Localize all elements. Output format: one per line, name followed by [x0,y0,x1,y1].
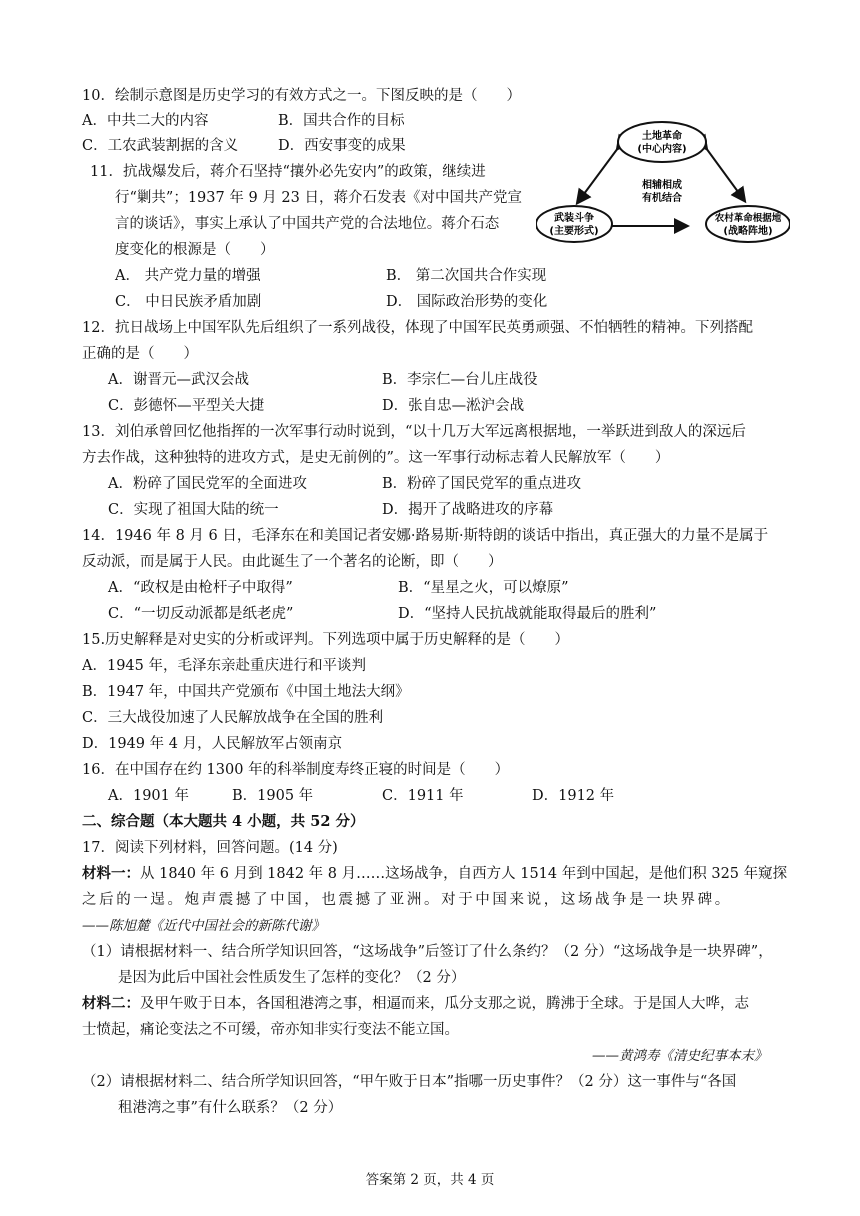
q17-subquestion-1-line-1: （1）请根据材料一、结合所学知识回答，“这场战争”后签订了什么条约？（2 分）“这场战争是一块界碑”， [82,944,773,960]
q13-option-d: D．揭开了战略进攻的序幕 [382,502,554,518]
q15-option-b: B．1947 年，中国共产党颁布《中国土地法大纲》 [82,684,410,700]
q15-option-c: C．三大战役加速了人民解放战争在全国的胜利 [82,710,384,726]
q16-option-c: C．1911 年 [382,788,464,804]
q13-line-2: 方去作战，这种独特的进攻方式，是史无前例的”。这一军事行动标志着人民解放军（ ） [82,450,670,466]
q14-option-a: A．“政权是由枪杆子中取得” [108,580,293,596]
q10-option-b: B．国共合作的目标 [278,113,405,129]
q15-line-1: 15.历史解释是对史实的分析或评判。下列选项中属于历史解释的是（ ） [82,632,570,648]
q10-stem: 10．绘制示意图是历史学习的有效方式之一。下图反映的是（ ） [82,88,521,104]
q16-option-a: A．1901 年 [108,788,189,804]
material-1-text-1: 从 1840 年 6 月到 1842 年 8 月……这场战争，自西方人 1514 年到中国起，是他们积 325 年窥探 [140,866,788,882]
q16-option-b: B．1905 年 [232,788,314,804]
arrow-top-left [578,148,618,202]
node-right-sublabel: (战略阵地) [723,226,773,237]
q17-material-1-line-1 [82,864,787,884]
q11-option-b: B． 第二次国共合作实现 [386,268,547,284]
q17-material-2-citation: ——黄鸿寿《清史纪事本末》 [592,1048,768,1064]
node-top-label: 土地革命 [642,131,682,142]
q11-line-4: 度变化的根源是（ ） [115,242,275,258]
center-sublabel: 有机结合 [642,193,682,204]
q14-option-d: D．“坚持人民抗战就能取得最后的胜利” [398,606,657,622]
q15-option-a: A．1945 年，毛泽东亲赴重庆进行和平谈判 [82,658,366,674]
q12-line-1: 12．抗日战场上中国军队先后组织了一系列战役，体现了中国军民英勇顽强、不怕牺牲的精神。下列搭配 [82,320,753,336]
node-left-label: 武装斗争 [554,213,594,224]
q17-material-1-line-2: 之后的一逞。炮声震撼了中国，也震撼了亚洲。对于中国来说，这场战争是一块界碑。 [82,892,732,908]
q17-subquestion-2-line-2: 租港湾之事”有什么联系？（2 分） [118,1100,343,1116]
q17-line-1: 17．阅读下列材料，回答问题。(14 分) [82,840,338,856]
q14-line-2: 反动派，而是属于人民。由此诞生了一个著名的论断，即（ ） [82,554,503,570]
material-2-label: 材料二： [82,995,140,1012]
q11-line-2: 行“剿共”；1937 年 9 月 23 日，蒋介石发表《对中国共产党宣 [115,190,522,206]
q11-line-1: 11．抗战爆发后，蒋介石坚持“攘外必先安内”的政策，继续进 [90,164,486,180]
q14-line-1: 14．1946 年 8 月 6 日，毛泽东在和美国记者安娜·路易斯·斯特朗的谈话中指出，真正强大的力量不是属于 [82,528,769,544]
q12-option-a: A．谢晋元—武汉会战 [108,372,249,388]
q11-line-3: 言的谈话》，事实上承认了中国共产党的合法地位。蒋介石态 [115,216,500,232]
q17-material-2-line-2: 士愤起，痛论变法之不可缓，帝亦知非实行变法不能立国。 [82,1022,459,1038]
q14-option-b: B．“星星之火，可以燎原” [398,580,569,596]
q10-option-d: D．西安事变的成果 [278,138,406,154]
q11-option-d: D． 国际政治形势的变化 [386,294,548,310]
q12-option-c: C．彭德怀—平型关大捷 [108,398,265,414]
q12-option-d: D．张自忠—淞沪会战 [382,398,525,414]
q14-option-c: C．“一切反动派都是纸老虎” [108,606,294,622]
q11-option-c: C． 中日民族矛盾加剧 [115,294,262,310]
q10-option-c: C．工农武装割据的含义 [82,138,239,154]
q17-material-1-citation: ——陈旭麓《近代中国社会的新陈代谢》 [82,918,325,934]
q16-line-1: 16．在中国存在约 1300 年的科举制度寿终正寝的时间是（ ） [82,762,510,778]
q13-line-1: 13．刘伯承曾回忆他指挥的一次军事行动时说到，“以十几万大军远离根据地，一举跃进到敌人的深远后 [82,424,746,440]
q17-subquestion-2-line-1: （2）请根据材料二、结合所学知识回答，“甲午败于日本”指哪一历史事件？（2 分）这一事件与“各国 [82,1074,737,1090]
node-left-sublabel: (主要形式) [549,226,599,237]
arrow-top-right [706,148,744,200]
node-top-sublabel: (中心内容) [637,144,687,155]
q17-material-2-line-1 [82,994,749,1014]
revolution-triangle-diagram [536,120,790,250]
q12-option-b: B．李宗仁—台儿庄战役 [382,372,538,388]
material-1-label: 材料一： [82,865,140,882]
q10-option-a: A．中共二大的内容 [82,113,209,129]
material-2-text-1: 及甲午败于日本，各国租港湾之事，相逼而来，瓜分支那之说，腾沸于全球。于是国人大哗，志 [140,996,749,1012]
q12-line-2: 正确的是（ ） [82,346,198,362]
q15-option-d: D．1949 年 4 月，人民解放军占领南京 [82,736,343,752]
q17-subquestion-1-line-2: 是因为此后中国社会性质发生了怎样的变化？（2 分） [118,970,466,986]
q13-option-c: C．实现了祖国大陆的统一 [108,502,279,518]
q13-option-b: B．粉碎了国民党军的重点进攻 [382,476,582,492]
node-right-label: 农村革命根据地 [714,213,782,224]
q16-option-d: D．1912 年 [532,788,615,804]
center-label: 相辅相成 [642,180,682,191]
section-heading: 二、综合题（本大题共 4 小题，共 52 分） [82,813,365,830]
q13-option-a: A．粉碎了国民党军的全面进攻 [108,476,307,492]
page-footer: 答案第 2 页，共 4 页 [365,1172,495,1188]
node-land-revolution [618,122,706,162]
q11-option-a: A． 共产党力量的增强 [115,268,261,284]
